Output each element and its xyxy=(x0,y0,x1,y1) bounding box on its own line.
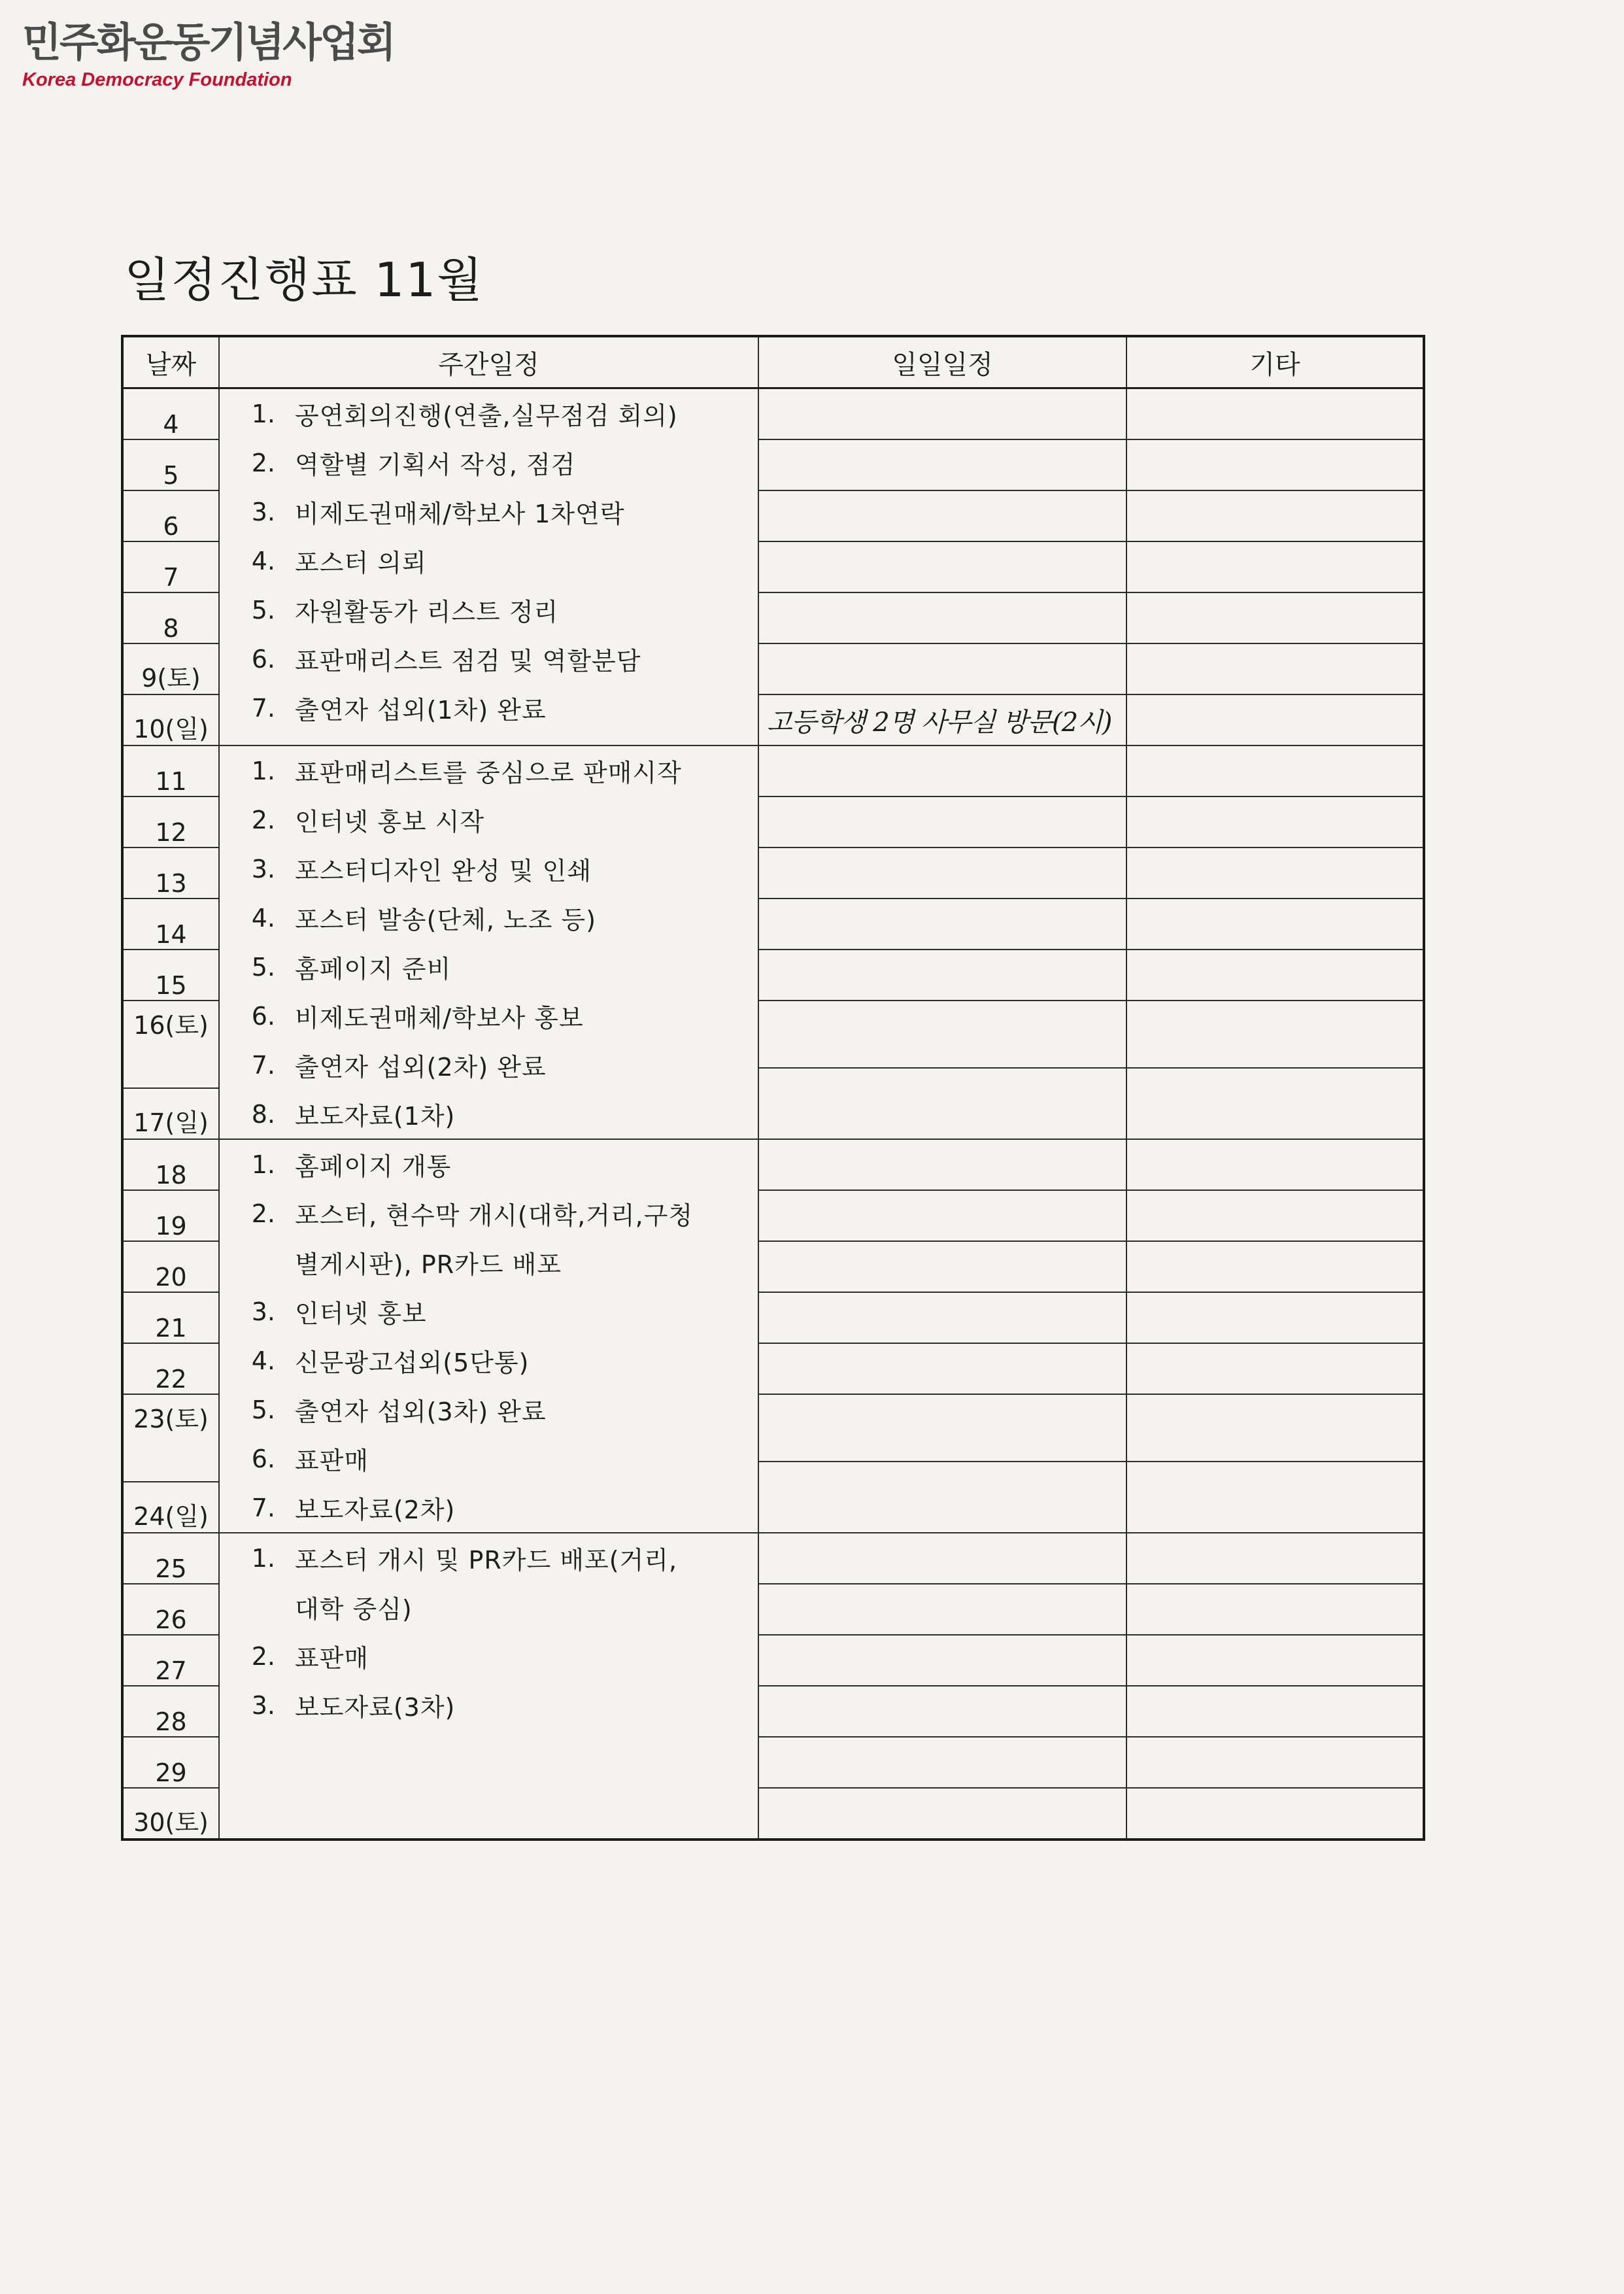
date-cell: 15 xyxy=(122,950,219,1001)
logo-english: Korea Democracy Foundation xyxy=(22,69,292,90)
item-text: 역할별 기획서 작성, 점검 xyxy=(295,451,576,479)
item-number: 3. xyxy=(251,854,275,883)
item-text: 인터넷 홍보 시작 xyxy=(295,808,485,836)
list-item xyxy=(220,942,758,991)
daily-cell xyxy=(758,1068,1126,1139)
daily-cell xyxy=(758,1343,1126,1394)
item-text: 표판매 xyxy=(295,1447,369,1475)
list-item xyxy=(220,991,758,1040)
list-item xyxy=(220,1189,758,1238)
item-text: 비제도권매체/학보사 홍보 xyxy=(295,1004,584,1033)
etc-cell xyxy=(1126,388,1424,440)
item-number: 7. xyxy=(251,1050,275,1080)
daily-cell xyxy=(758,899,1126,950)
date-cell: 7 xyxy=(122,541,219,592)
weekly-cell-week1 xyxy=(219,388,758,746)
list-item xyxy=(220,1287,758,1336)
list-item xyxy=(220,1140,758,1189)
daily-cell xyxy=(758,1788,1126,1840)
table-row xyxy=(122,1139,1424,1190)
daily-cell xyxy=(758,541,1126,592)
list-item xyxy=(220,1681,758,1730)
list-item xyxy=(220,746,758,795)
date-cell: 16(토) xyxy=(122,1001,219,1088)
list-item xyxy=(220,893,758,942)
list-item xyxy=(220,1238,758,1287)
item-number: 4. xyxy=(251,903,275,933)
schedule-table xyxy=(121,335,1425,1841)
etc-cell xyxy=(1126,1686,1424,1737)
weekly-cell-week2 xyxy=(219,745,758,1139)
list-item xyxy=(220,438,758,487)
logo-korean: 민주화운동기념사업회 xyxy=(22,18,394,66)
daily-cell xyxy=(758,1737,1126,1788)
date-cell: 24(일) xyxy=(122,1482,219,1533)
etc-cell xyxy=(1126,1394,1424,1462)
item-text: 인터넷 홍보 xyxy=(295,1299,427,1328)
etc-cell xyxy=(1126,439,1424,490)
daily-cell xyxy=(758,1635,1126,1686)
list-item xyxy=(220,1533,758,1583)
daily-cell xyxy=(758,1190,1126,1241)
list-item xyxy=(220,1483,758,1532)
list-item xyxy=(220,795,758,844)
table-header-row xyxy=(122,336,1424,388)
etc-cell xyxy=(1126,899,1424,950)
item-text: 보도자료(1차) xyxy=(295,1102,456,1131)
etc-cell xyxy=(1126,1241,1424,1292)
daily-cell xyxy=(758,1394,1126,1462)
date-cell: 12 xyxy=(122,796,219,847)
etc-cell xyxy=(1126,847,1424,899)
etc-cell xyxy=(1126,1584,1424,1635)
header-date: 날짜 xyxy=(122,336,219,388)
etc-cell xyxy=(1126,950,1424,1001)
weekly-list xyxy=(220,1140,758,1532)
weekly-cell-week3 xyxy=(219,1139,758,1533)
weekly-list xyxy=(220,746,758,1138)
item-number: 1. xyxy=(251,1543,275,1573)
list-item xyxy=(220,1089,758,1138)
item-number: 1. xyxy=(251,399,275,428)
item-text: 출연자 섭외(2차) 완료 xyxy=(295,1053,547,1082)
item-number: 2. xyxy=(251,805,275,834)
daily-cell xyxy=(758,745,1126,796)
item-text: 포스터 개시 및 PR카드 배포(거리, xyxy=(295,1546,678,1575)
list-item xyxy=(220,389,758,438)
header-daily: 일일일정 xyxy=(758,336,1126,388)
daily-cell xyxy=(758,796,1126,847)
item-number: 5. xyxy=(251,952,275,982)
table-row xyxy=(122,1533,1424,1584)
daily-cell xyxy=(758,1584,1126,1635)
date-cell: 19 xyxy=(122,1190,219,1241)
item-text: 출연자 섭외(1차) 완료 xyxy=(295,696,547,725)
etc-cell xyxy=(1126,1462,1424,1533)
date-cell: 17(일) xyxy=(122,1088,219,1139)
etc-cell xyxy=(1126,1068,1424,1139)
date-cell: 26 xyxy=(122,1584,219,1635)
etc-cell xyxy=(1126,1737,1424,1788)
date-cell: 20 xyxy=(122,1241,219,1292)
list-item xyxy=(220,844,758,893)
date-cell: 22 xyxy=(122,1343,219,1394)
table-row xyxy=(122,745,1424,796)
item-number: 4. xyxy=(251,546,275,575)
date-cell: 25 xyxy=(122,1533,219,1584)
daily-cell xyxy=(758,592,1126,643)
list-item xyxy=(220,536,758,585)
list-item xyxy=(220,683,758,732)
daily-cell xyxy=(758,1139,1126,1190)
foundation-logo xyxy=(22,18,394,90)
daily-cell xyxy=(758,1292,1126,1343)
item-text: 신문광고섭외(5단통) xyxy=(295,1348,530,1377)
item-number: 4. xyxy=(251,1346,275,1375)
header-weekly: 주간일정 xyxy=(219,336,758,388)
item-text: 홈페이지 개통 xyxy=(295,1152,452,1181)
date-cell: 4 xyxy=(122,388,219,440)
daily-cell xyxy=(758,1533,1126,1584)
date-cell: 27 xyxy=(122,1635,219,1686)
date-cell: 18 xyxy=(122,1139,219,1190)
daily-cell xyxy=(758,847,1126,899)
weekly-cell-week4 xyxy=(219,1533,758,1840)
item-text: 자원활동가 리스트 정리 xyxy=(295,598,559,626)
handwritten-note: 고등학생 2명 사무실 방문(2시) xyxy=(767,707,1112,738)
item-text: 포스터 의뢰 xyxy=(295,549,427,577)
item-number: 7. xyxy=(251,1493,275,1522)
list-item xyxy=(220,1434,758,1483)
daily-cell xyxy=(758,1001,1126,1068)
page-title: 일정진행표 11월 xyxy=(124,252,484,307)
date-cell: 29 xyxy=(122,1737,219,1788)
date-cell: 23(토) xyxy=(122,1394,219,1482)
date-cell: 6 xyxy=(122,490,219,541)
etc-cell xyxy=(1126,694,1424,745)
daily-cell xyxy=(758,1686,1126,1737)
etc-cell xyxy=(1126,1139,1424,1190)
date-cell: 11 xyxy=(122,745,219,796)
date-cell: 30(토) xyxy=(122,1788,219,1840)
list-item xyxy=(220,1040,758,1089)
table-row xyxy=(122,388,1424,440)
header-etc: 기타 xyxy=(1126,336,1424,388)
item-number: 3. xyxy=(251,1690,275,1720)
list-item xyxy=(220,634,758,683)
weekly-list xyxy=(220,389,758,732)
item-number: 6. xyxy=(251,644,275,674)
date-cell: 28 xyxy=(122,1686,219,1737)
etc-cell xyxy=(1126,1788,1424,1840)
etc-cell xyxy=(1126,1533,1424,1584)
item-text: 출연자 섭외(3차) 완료 xyxy=(295,1397,547,1426)
item-number: 1. xyxy=(251,756,275,785)
item-text: 보도자료(3차) xyxy=(295,1693,456,1722)
etc-cell xyxy=(1126,1635,1424,1686)
item-text: 표판매리스트를 중심으로 판매시작 xyxy=(295,759,682,787)
item-number: 3. xyxy=(251,497,275,526)
date-cell: 13 xyxy=(122,847,219,899)
item-text: 공연회의진행(연출,실무점검 회의) xyxy=(295,402,678,430)
date-cell: 21 xyxy=(122,1292,219,1343)
daily-cell xyxy=(758,643,1126,694)
item-number: 6. xyxy=(251,1001,275,1031)
item-number: 2. xyxy=(251,448,275,477)
date-cell: 14 xyxy=(122,899,219,950)
item-number: 2. xyxy=(251,1641,275,1671)
daily-cell xyxy=(758,694,1126,745)
item-text: 포스터, 현수막 개시(대학,거리,구청 xyxy=(295,1201,694,1230)
list-item xyxy=(220,1583,758,1632)
daily-cell xyxy=(758,950,1126,1001)
item-number: 7. xyxy=(251,693,275,723)
list-item xyxy=(220,1385,758,1434)
list-item xyxy=(220,585,758,634)
item-number: 1. xyxy=(251,1150,275,1179)
item-text: 포스터디자인 완성 및 인쇄 xyxy=(295,857,592,885)
daily-cell xyxy=(758,1241,1126,1292)
daily-cell xyxy=(758,388,1126,440)
etc-cell xyxy=(1126,1343,1424,1394)
date-cell: 10(일) xyxy=(122,694,219,745)
list-item xyxy=(220,487,758,536)
list-item xyxy=(220,1632,758,1681)
item-text: 포스터 발송(단체, 노조 등) xyxy=(295,906,597,934)
item-text: 홈페이지 준비 xyxy=(295,955,452,984)
etc-cell xyxy=(1126,1292,1424,1343)
item-number: 8. xyxy=(251,1099,275,1129)
daily-cell xyxy=(758,1462,1126,1533)
item-text: 보도자료(2차) xyxy=(295,1496,456,1524)
etc-cell xyxy=(1126,796,1424,847)
item-text: 비제도권매체/학보사 1차연락 xyxy=(295,500,625,528)
item-number: 2. xyxy=(251,1199,275,1228)
etc-cell xyxy=(1126,1190,1424,1241)
daily-cell xyxy=(758,490,1126,541)
item-number: 5. xyxy=(251,595,275,625)
item-text: 표판매리스트 점검 및 역할분담 xyxy=(295,647,641,676)
item-text: 표판매 xyxy=(295,1644,369,1673)
etc-cell xyxy=(1126,592,1424,643)
etc-cell xyxy=(1126,541,1424,592)
etc-cell xyxy=(1126,643,1424,694)
item-number: 3. xyxy=(251,1297,275,1326)
date-cell: 9(토) xyxy=(122,643,219,694)
item-number: 6. xyxy=(251,1444,275,1473)
date-cell: 8 xyxy=(122,592,219,643)
etc-cell xyxy=(1126,745,1424,796)
weekly-list xyxy=(220,1533,758,1730)
etc-cell xyxy=(1126,490,1424,541)
date-cell: 5 xyxy=(122,439,219,490)
etc-cell xyxy=(1126,1001,1424,1068)
daily-cell xyxy=(758,439,1126,490)
item-text-continued: 별게시판), PR카드 배포 xyxy=(295,1250,562,1279)
list-item xyxy=(220,1336,758,1385)
item-text-continued: 대학 중심) xyxy=(295,1595,413,1624)
item-number: 5. xyxy=(251,1395,275,1424)
